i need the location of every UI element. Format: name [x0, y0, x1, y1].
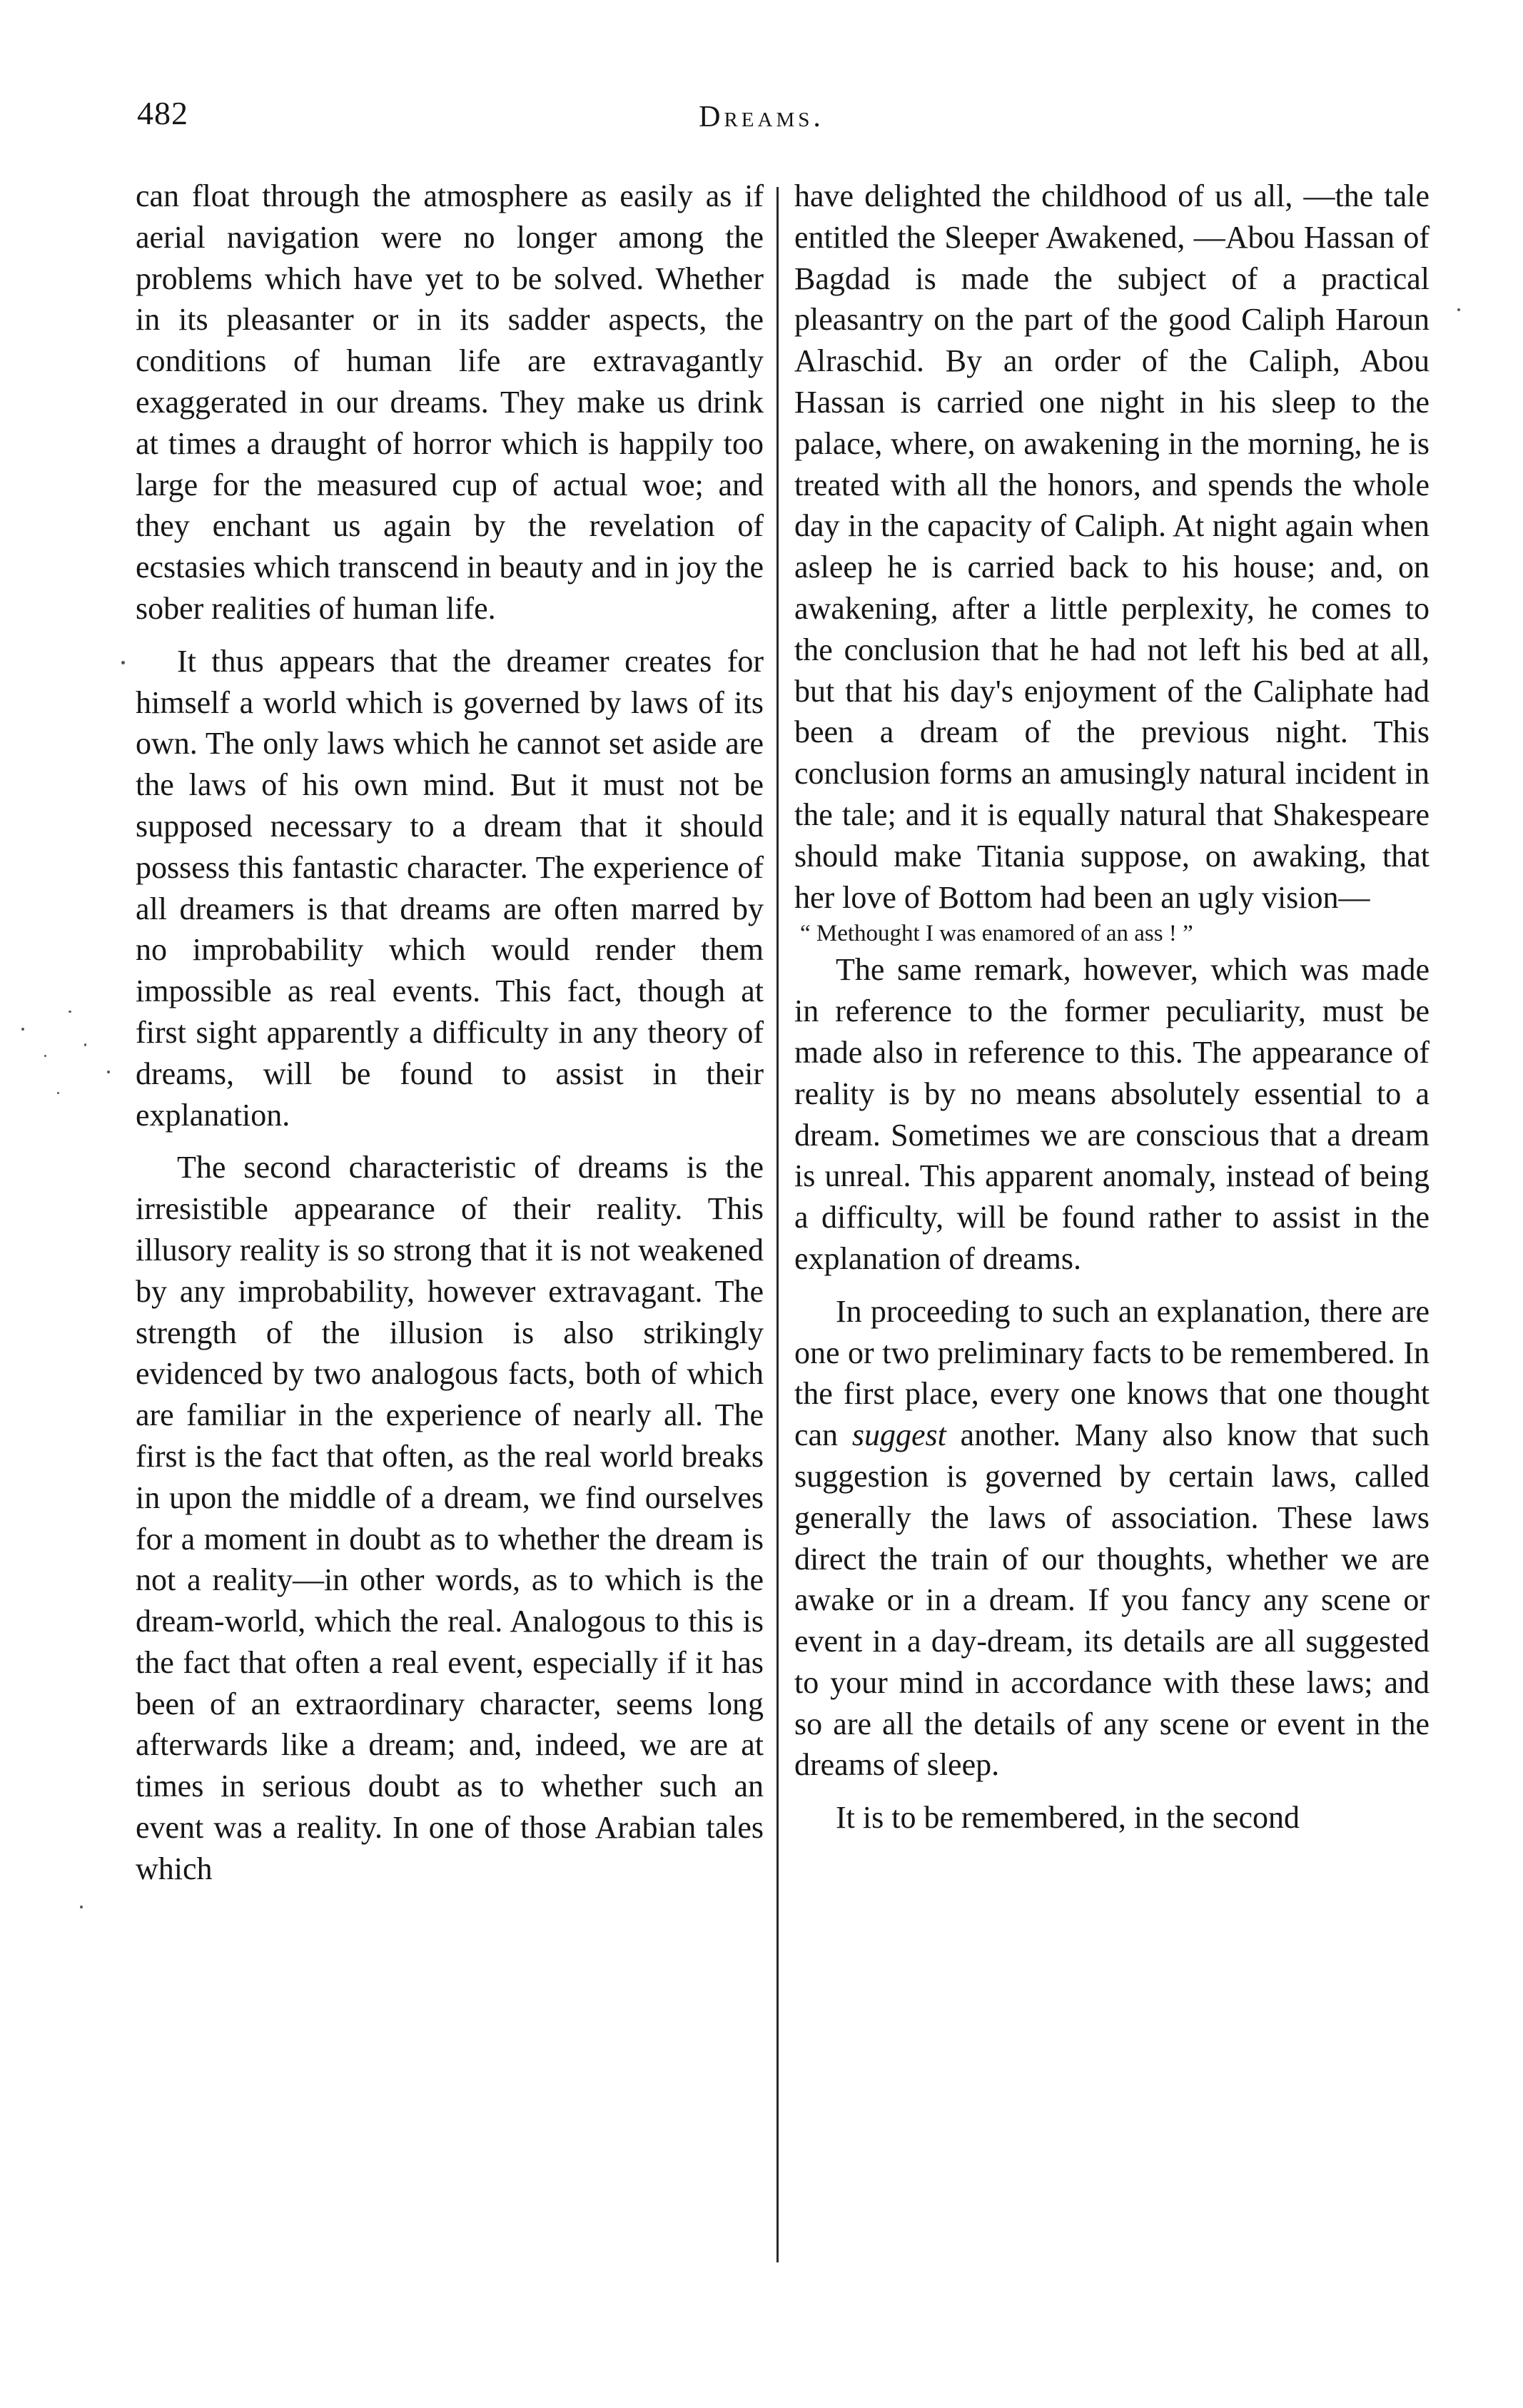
margin-speck [57, 1092, 59, 1094]
right-paragraph-1: have delighted the childhood of us all, —the tale entitled the Sleeper Awakened, —Abou Hassan of Bagdad is made the subject of a practical pleasantry on the part of the good Caliph Haroun Alraschid. By an order of the Caliph, Abou Hassan is carried one night in his sleep to the palace, where, on awakening in the morning, he is treated with all the honors, and spends the whole day in the capacity of Caliph. At night again when asleep he is carried back to his house; and, on awakening, after a little perplexity, he comes to the conclusion that he had not left his bed at all, but that his day's enjoyment of the Caliphate had been a dream of the previous night. This conclusion forms an amusingly natural incident in the tale; and it is equally natural that Shakespeare should make Titania suppose, on awaking, that her love of Bottom had been an ugly vision— [794, 178, 1430, 915]
margin-speck [44, 1055, 46, 1057]
margin-speck [84, 1043, 86, 1046]
right-paragraph-2: The same remark, however, which was made in reference to the former peculiarity, must be made also in reference to this. The appearance of reality is by no means absolutely essential to a dream. Sometimes we are conscious that a dream is unreal. This apparent anomaly, instead of being a difficulty, will be found rather to assist in the explanation of dreams. [794, 952, 1430, 1276]
right-paragraph-3-end: another. Many also know that such suggestion is governed by certain laws, called generally the laws of association. These laws direct the train of our thoughts, whether we are awake or in a dream. If you fancy any scene or event in a day-dream, its details are all suggested to your mind in accordance with these laws; and so are all the details of any scene or event in the dreams of sleep. [794, 1417, 1430, 1783]
running-title: Dreams. [699, 101, 824, 133]
margin-speck [69, 1011, 71, 1013]
right-paragraph-4: It is to be remembered, in the second [836, 1800, 1300, 1836]
quotation: “ Methought I was enamored of an ass ! ” [800, 921, 1193, 947]
right-column [794, 176, 1430, 1838]
left-paragraph-1: can float through the atmosphere as easily as if aerial navigation were no longer among the problems which have yet to be solved. Whether in its pleasanter or in its sadder aspects, the conditions of human life are extravagantly exaggerated in our dreams. They make us drink at times a draught of horror which is happily too large for the measured cup of actual woe; and they enchant us again by the revelation of ecstasies which transcend in beauty and in joy the sober realities of human life. [136, 178, 764, 626]
left-column [136, 176, 764, 1890]
italic-word: suggest [851, 1417, 946, 1453]
margin-speck [21, 1028, 24, 1031]
left-paragraph-3: The second characteristic of dreams is the irresistible appearance of their reality. This illusory reality is so strong that it is not weakened by any improbability, however extravagant. The strength of the illusion is also strikingly evidenced by two analogous facts, both of which are familiar in the experience of nearly all. The first is the fact that often, as the real world breaks in upon the middle of a dream, we find ourselves for a moment in doubt as to whether the dream is not a reality—in other words, as to which is the dream-world, which the real. Analogous to this is the fact that often a real event, especially if it has been of an extraordinary character, seems long afterwards like a dream; and, indeed, we are at times in serious doubt as to whether such an event was a reality. In one of those Arabian tales which [136, 1150, 764, 1886]
margin-speck [121, 661, 125, 664]
right-paragraph-3 [794, 1291, 1430, 1786]
right-paragraph-3-start: In proceeding to such an explanation, there are one or two preliminary facts to be remembered. In the first place, every one knows that one thought can [794, 1293, 1430, 1453]
margin-speck [107, 1071, 110, 1073]
page-number: 482 [137, 95, 188, 131]
left-paragraph-2: It thus appears that the dreamer creates for himself a world which is governed by laws of its own. The only laws which he cannot set aside are the laws of his own mind. But it must not be supposed necessary to a dream that it should possess this fantastic character. The experience of all dreamers is that dreams are often marred by no improbability which would render them impossible as real events. This fact, though at first sight apparently a difficulty in any theory of dreams, will be found to assist in their explanation. [136, 643, 764, 1133]
column-divider [776, 187, 779, 2262]
margin-speck [80, 1906, 83, 1908]
margin-speck [1457, 308, 1460, 311]
